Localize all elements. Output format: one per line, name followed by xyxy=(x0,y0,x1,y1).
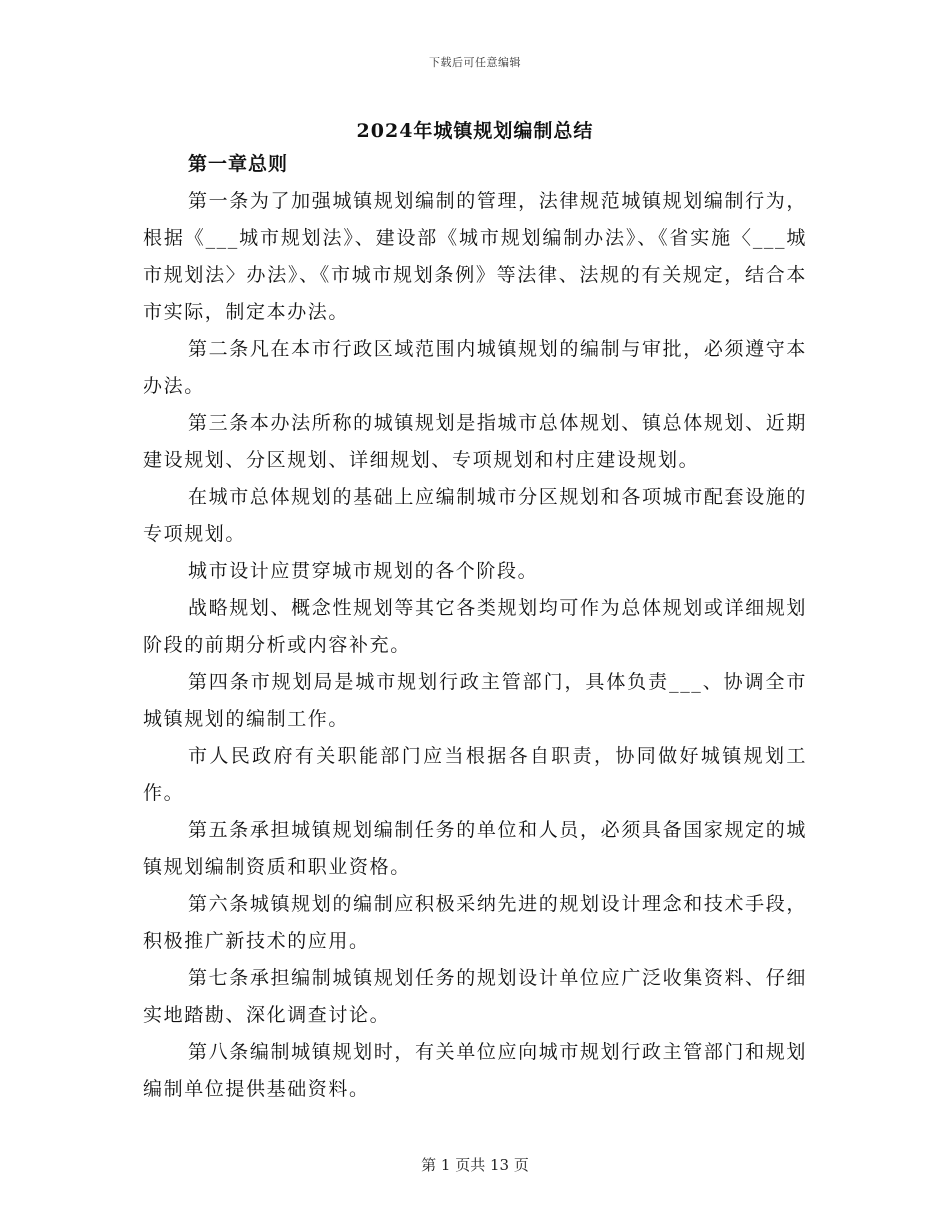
article-5: 第五条承担城镇规划编制任务的单位和人员，必须具备国家规定的城镇规划编制资质和职业资格。 xyxy=(143,819,807,878)
chapter-heading: 第一章总则 xyxy=(188,153,289,175)
page-footer: 第 1 页共 13 页 xyxy=(421,1156,529,1174)
article-8: 第八条编制城镇规划时，有关单位应向城市规划行政主管部门和规划编制单位提供基础资料。 xyxy=(143,1041,807,1100)
article-3-paragraph-2: 在城市总体规划的基础上应编制城市分区规划和各项城市配套设施的专项规划。 xyxy=(143,486,807,545)
article-3: 第三条本办法所称的城镇规划是指城市总体规划、镇总体规划、近期建设规划、分区规划、详细规划、专项规划和村庄建设规划。 xyxy=(143,412,807,471)
document-body xyxy=(143,146,807,1108)
article-3-paragraph-3: 城市设计应贯穿城市规划的各个阶段。 xyxy=(188,560,539,582)
article-4-paragraph-2: 市人民政府有关职能部门应当根据各自职责，协同做好城镇规划工作。 xyxy=(143,745,807,804)
article-2: 第二条凡在本市行政区域范围内城镇规划的编制与审批，必须遵守本办法。 xyxy=(143,338,807,397)
article-4: 第四条市规划局是城市规划行政主管部门，具体负责___、协调全市城镇规划的编制工作。 xyxy=(143,671,807,730)
article-1: 第一条为了加强城镇规划编制的管理，法律规范城镇规划编制行为，根据《___城市规划法》、建设部《城市规划编制办法》、《省实施〈___城市规划法〉办法》、《市城市规划条例》等法律、法规的有关规定，结合本市实际，制定本办法。 xyxy=(143,190,807,323)
document-title: 2024年城镇规划编制总结 xyxy=(356,120,594,142)
header-note: 下载后可任意编辑 xyxy=(429,56,521,69)
article-7: 第七条承担编制城镇规划任务的规划设计单位应广泛收集资料、仔细实地踏勘、深化调查讨论。 xyxy=(143,967,807,1026)
article-6: 第六条城镇规划的编制应积极采纳先进的规划设计理念和技术手段，积极推广新技术的应用。 xyxy=(143,893,807,952)
article-3-paragraph-4: 战略规划、概念性规划等其它各类规划均可作为总体规划或详细规划阶段的前期分析或内容补充。 xyxy=(143,597,807,656)
